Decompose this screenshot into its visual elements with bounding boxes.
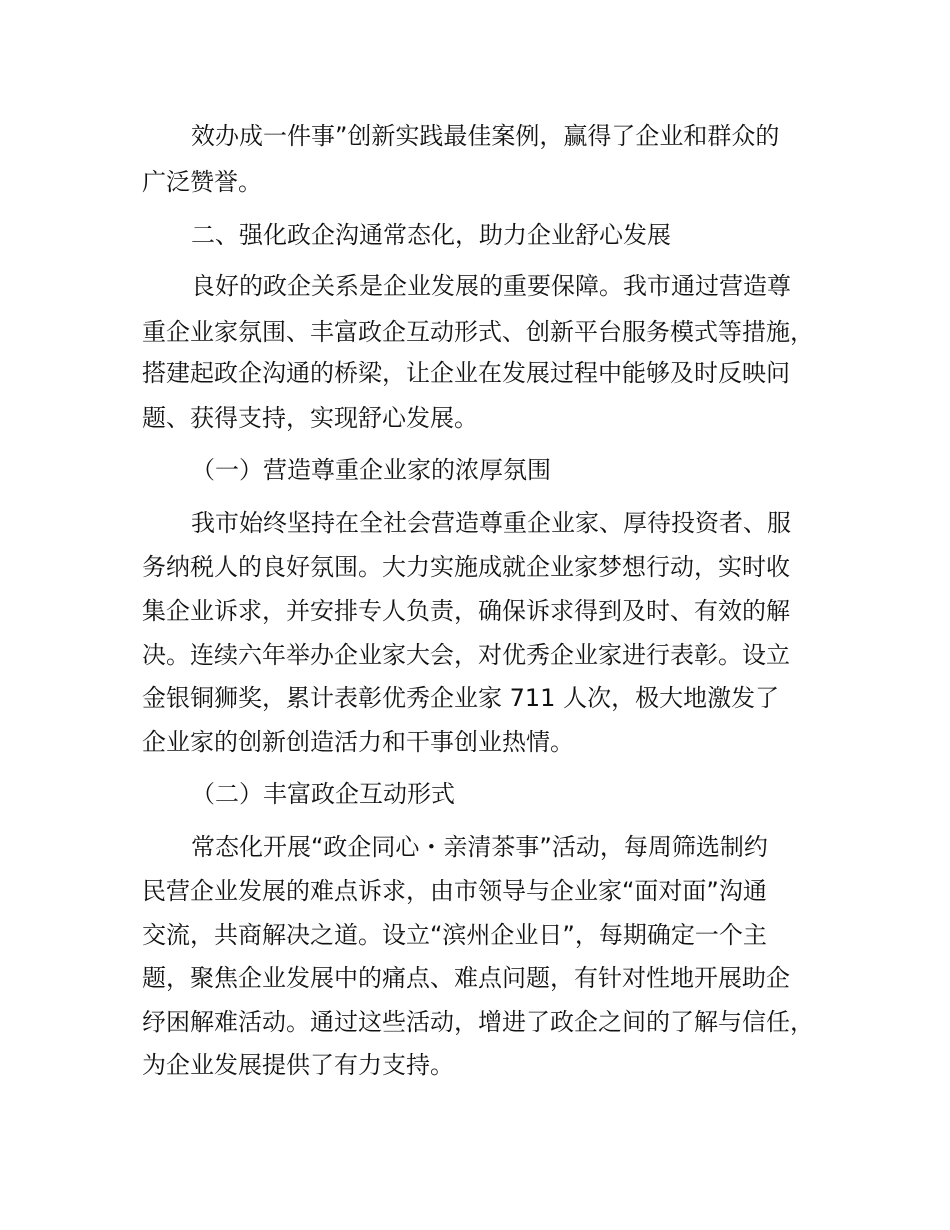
paragraph-2-line-6: 为企业发展提供了有力支持。	[142, 1051, 454, 1079]
paragraph-2-line-4: 题，聚焦企业发展中的痛点、难点问题，有针对性地开展助企	[142, 964, 790, 992]
paragraph-1-line-3: 集企业诉求，并安排专人负责，确保诉求得到及时、有效的解	[142, 597, 790, 625]
paragraph-2-line-2: 民营企业发展的难点诉求，由市领导与企业家“面对面”沟通	[142, 877, 767, 905]
intro-paragraph-line-3: 搭建起政企沟通的桥梁，让企业在发展过程中能够及时反映问	[142, 359, 790, 387]
intro-paragraph-line-4: 题、获得支持，实现舒心发展。	[142, 404, 478, 432]
paragraph-1-line-1: 我市始终坚持在全社会营造尊重企业家、厚待投资者、服	[191, 509, 791, 537]
paragraph-1-line-6: 企业家的创新创造活力和干事创业热情。	[142, 728, 574, 756]
paragraph-2-line-5: 纾困解难活动。通过这些活动，增进了政企之间的了解与信任，	[142, 1008, 814, 1036]
section-heading-2: 二、强化政企沟通常态化，助力企业舒心发展	[191, 221, 671, 249]
intro-paragraph-line-1: 良好的政企关系是企业发展的重要保障。我市通过营造尊	[191, 272, 791, 300]
paragraph-1-line-4: 决。连续六年举办企业家大会，对优秀企业家进行表彰。设立	[142, 641, 790, 669]
subheading-1: （一）营造尊重企业家的浓厚氛围	[191, 456, 551, 484]
paragraph-2-line-1: 常态化开展“政企同心・亲清茶事”活动，每周筛选制约	[191, 833, 768, 861]
paragraph-2-line-3: 交流，共商解决之道。设立“滨州企业日”，每期确定一个主	[142, 921, 767, 949]
paragraph-continued-line-2: 广泛赞誉。	[142, 168, 262, 196]
paragraph-1-line-2: 务纳税人的良好氛围。大力实施成就企业家梦想行动，实时收	[142, 553, 790, 581]
paragraph-1-line-5: 金银铜狮奖，累计表彰优秀企业家 711 人次，极大地激发了	[142, 684, 780, 712]
paragraph-continued-line-1: 效办成一件事”创新实践最佳案例，赢得了企业和群众的	[191, 122, 780, 150]
intro-paragraph-line-2: 重企业家氛围、丰富政企互动形式、创新平台服务模式等措施，	[142, 318, 814, 346]
subheading-2: （二）丰富政企互动形式	[191, 780, 455, 808]
